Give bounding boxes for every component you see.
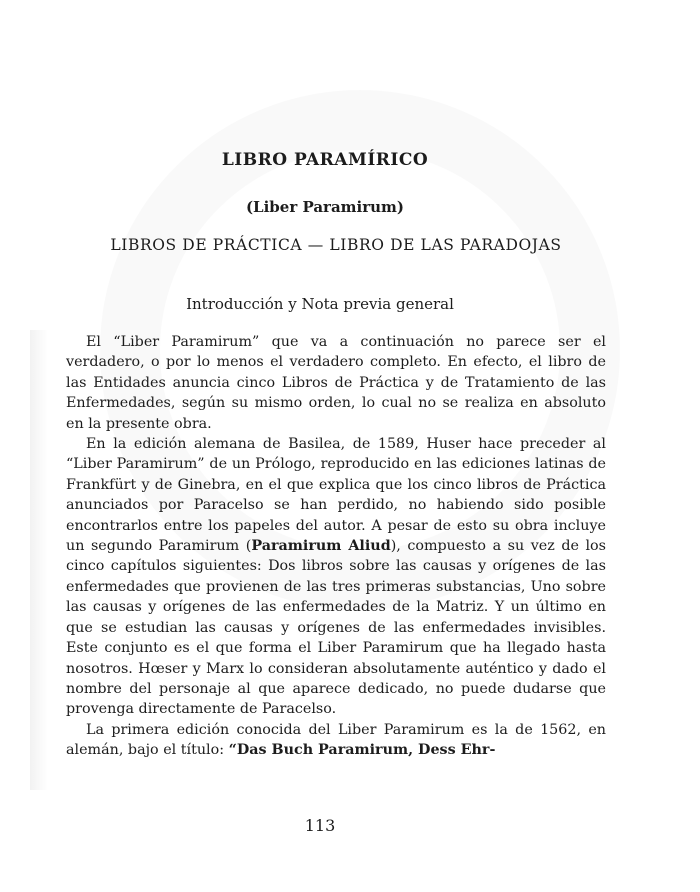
intro-heading: Introducción y Nota previa general bbox=[186, 295, 454, 313]
paragraph-2-text-b: ), compuesto a su vez de los cinco capítulos siguientes: Dos libros sobre las causas y orígenes de las enfermedades que provienen de las tres primeras substancias, Uno sobre las causas y orígenes de las enfermedades de la Matriz. Y un último en que se estudian las causas y orígenes de las enfermedades invisibles. Este conjunto es el que forma el Liber Paramirum que ha llegado hasta nosotros. Hœser y Marx lo consideran absolutamente auténtico y dado el nombre del personaje al que aparece dedicado, no puede dudarse que provenga directamente de Paracelso. bbox=[66, 538, 606, 718]
paragraph-2-bold-title: Paramirum Aliud bbox=[251, 538, 391, 555]
section-heading: LIBROS DE PRÁCTICA — LIBRO DE LAS PARADOJAS bbox=[110, 236, 562, 254]
paragraph-1 bbox=[66, 332, 606, 434]
paragraph-1-text: El “Liber Paramirum” que va a continuación no parece ser el verdadero, o por lo menos el verdadero completo. En efecto, el libro de las Entidades anuncia cinco Libros de Práctica y de Tratamiento de las Enfermedades, según su mismo orden, lo cual no se realiza en absoluto en la presente obra. bbox=[66, 334, 606, 432]
paragraph-3 bbox=[66, 720, 606, 761]
paragraph-3-text: La primera edición conocida del Liber Paramirum es la de 1562, en alemán, bajo el título: bbox=[66, 721, 606, 759]
paragraph-3-bold-title: “Das Buch Paramirum, Dess Ehr- bbox=[228, 742, 496, 759]
page-edge-shadow bbox=[30, 330, 48, 790]
paragraph-2-text-a: En la edición alemana de Basilea, de 1589, Huser hace preceder al “Liber Paramirum” de un Prólogo, reproducido en las ediciones latinas de Frankfürt y de Ginebra, en el que explica que los cinco libros de Práctica anunciados por Paracelso se han perdido, no habiendo sido posible encontrarlos entre los papeles del autor. A pesar de esto su obra incluye un segundo Paramirum ( bbox=[66, 436, 606, 555]
chapter-subtitle: (Liber Paramirum) bbox=[245, 198, 405, 216]
body-text bbox=[66, 332, 606, 761]
page-number: 113 bbox=[304, 816, 336, 835]
paragraph-2 bbox=[66, 434, 606, 720]
chapter-title: LIBRO PARAMÍRICO bbox=[221, 150, 429, 170]
